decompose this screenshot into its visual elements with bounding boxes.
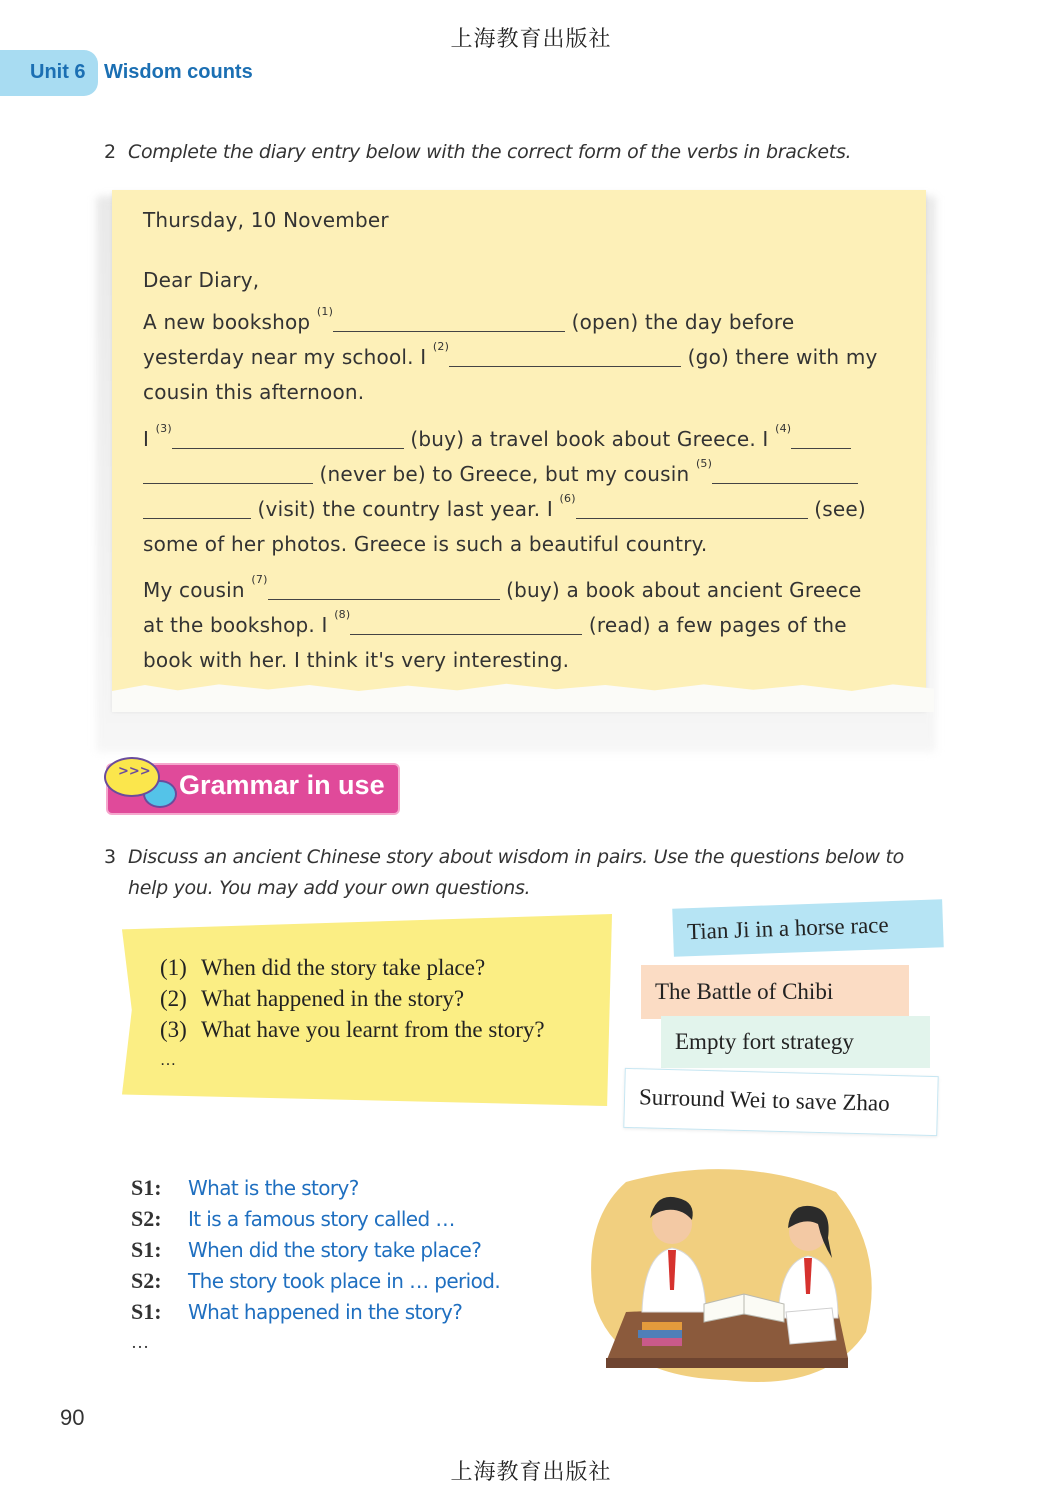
exercise-number: 2 [104, 141, 116, 163]
question-ellipsis: … [160, 1052, 176, 1069]
grammar-in-use-label: Grammar in use [179, 770, 385, 800]
instruction-text: Complete the diary entry below with the correct form of the verbs in brackets. [128, 141, 852, 163]
diary-date-block [143, 203, 903, 238]
blank-marker: (7) [251, 573, 268, 586]
instruction-text-line-1: Discuss an ancient Chinese story about wisdom in pairs. Use the questions below to [128, 846, 904, 868]
speech-bubble-arrows: >>> [118, 764, 151, 779]
exercise-2-instruction [104, 137, 851, 168]
dialogue-ellipsis: … [131, 1332, 149, 1352]
answer-blank-7[interactable] [268, 575, 500, 600]
diary-line: book with her. I think it's very interesting. [143, 648, 570, 672]
question-item: (3) What have you learnt from the story? [160, 1017, 545, 1042]
dialogue-line: S2: The story took place in … period. [131, 1268, 501, 1293]
story-note-empty-fort: Empty fort strategy [661, 1016, 930, 1068]
unit-number: Unit 6 [30, 61, 86, 83]
dialogue-line: S1: What happened in the story? [131, 1299, 463, 1324]
question-list [160, 952, 545, 1076]
question-item: (2) What happened in the story? [160, 986, 465, 1011]
blank-marker: (5) [695, 457, 713, 470]
answer-blank-4b[interactable] [143, 459, 313, 484]
diary-date: Thursday, 10 November [143, 208, 389, 232]
answer-blank-1[interactable] [333, 307, 565, 332]
diary-line: (visit) the country last year. I $^{(6)}$ (see) [143, 492, 903, 527]
answer-blank-6[interactable] [576, 494, 808, 519]
diary-line: A new bookshop $^{(1)}$ (open) the day before [143, 305, 795, 334]
blank-marker: (1) [316, 305, 334, 318]
diary-line: yesterday near my school. I $^{(2)}$ (go) there with my [143, 340, 878, 369]
students-reading-illustration [586, 1162, 878, 1384]
answer-blank-5b[interactable] [143, 494, 251, 519]
question-item: (1) When did the story take place? [160, 955, 486, 980]
blank-marker: (6) [559, 492, 576, 505]
diary-paragraph-2 [143, 422, 903, 562]
answer-blank-3[interactable] [172, 424, 404, 449]
exercise-number: 3 [104, 846, 116, 868]
diary-line: some of her photos. Greece is such a beautiful country. [143, 532, 708, 556]
dialogue-line: S2: It is a famous story called … [131, 1206, 455, 1231]
diary-greeting: Dear Diary, [143, 268, 260, 292]
unit-title: Wisdom counts [104, 61, 253, 83]
dialogue [131, 1172, 500, 1358]
dialogue-line: S1: When did the story take place? [131, 1237, 482, 1262]
blank-marker: (2) [432, 340, 450, 353]
blank-marker: (4) [775, 422, 792, 435]
answer-blank-8[interactable] [350, 610, 582, 635]
diary-line: My cousin $^{(7)}$ (buy) a book about ancient Greece [143, 573, 862, 602]
diary-paragraph-1 [143, 305, 903, 410]
diary-line: (never be) to Greece, but my cousin $^{(5)}$ [143, 457, 903, 492]
diary-paragraph-3 [143, 573, 903, 678]
exercise-3-instruction [104, 842, 904, 904]
instruction-text-line-2: help you. You may add your own questions. [128, 877, 531, 899]
blank-marker: (8) [334, 608, 351, 621]
diary-line: I $^{(3)}$ (buy) a travel book about Greece. I $^{(4)}$ [143, 422, 903, 457]
answer-blank-4a[interactable] [791, 424, 851, 449]
paper-torn-edge [112, 682, 934, 712]
story-note-chibi: The Battle of Chibi [641, 965, 909, 1019]
answer-blank-5a[interactable] [712, 459, 858, 484]
answer-blank-2[interactable] [449, 342, 681, 367]
diary-line: cousin this afternoon. [143, 380, 365, 404]
publisher-header: 上海教育出版社 [450, 27, 612, 52]
dialogue-line: S1: What is the story? [131, 1175, 359, 1200]
blank-marker: (3) [155, 422, 172, 435]
publisher-footer: 上海教育出版社 [450, 1460, 612, 1485]
diary-greeting-block [143, 263, 903, 298]
diary-line: at the bookshop. I $^{(8)}$ (read) a few pages of the [143, 608, 847, 637]
page-number: 90 [60, 1405, 85, 1430]
story-note-wei-zhao: Surround Wei to save Zhao [623, 1068, 938, 1136]
story-note-tian-ji: Tian Ji in a horse race [672, 899, 944, 956]
